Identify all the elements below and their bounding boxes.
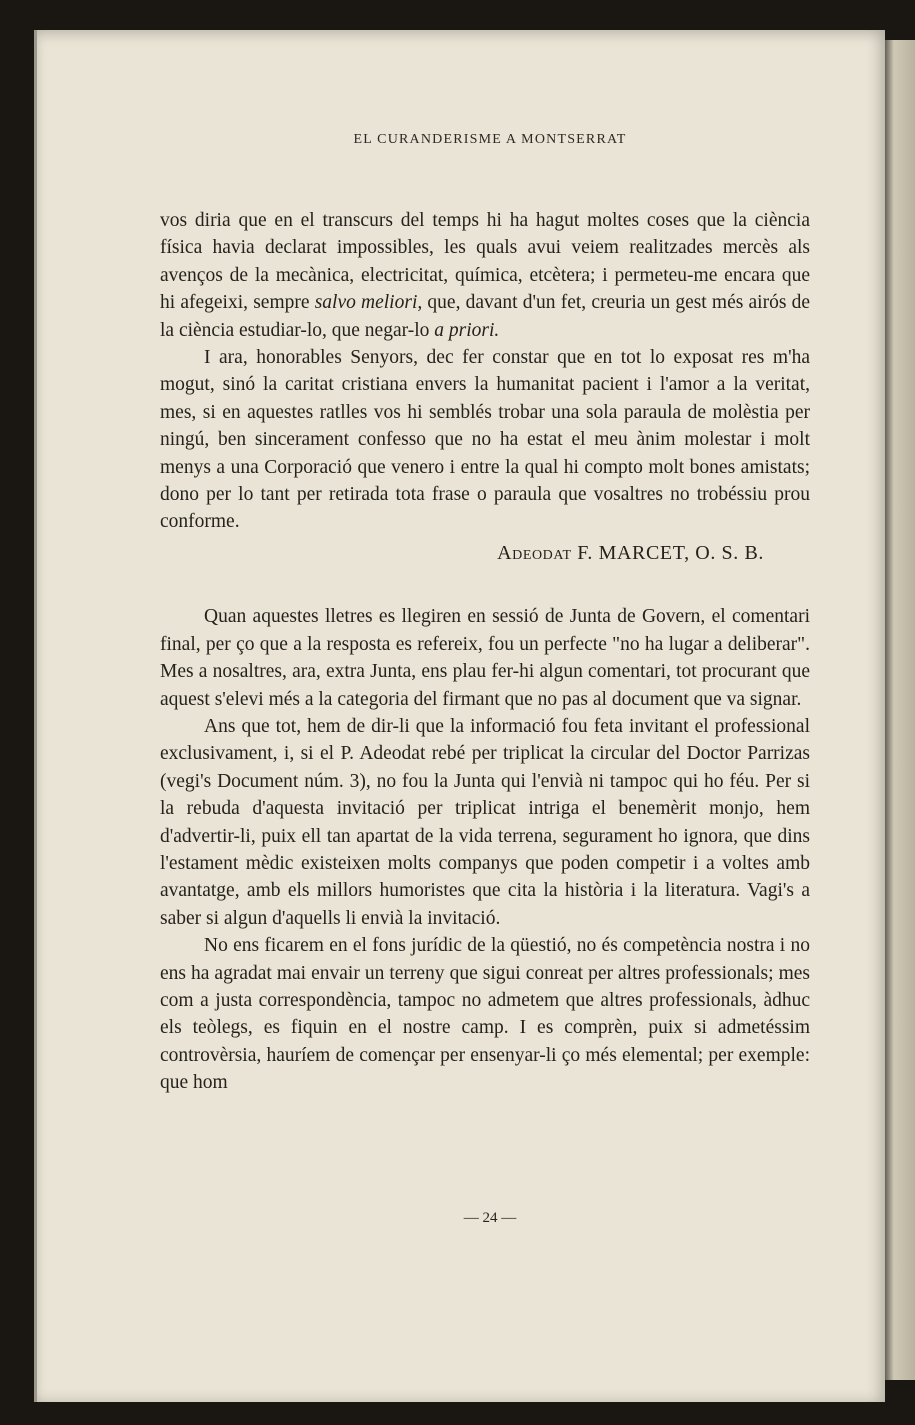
paragraph-3: Quan aquestes lletres es llegiren en sessió de Junta de Govern, el comentari final, per ço que a la resposta es refereix, fou un perfecte "no ha lugar a deliberar". Mes a nosaltres, ara, extra Junta, ens plau fer-hi algun comentari, tot procurant que aquest s'elevi més a la categoria del firmant que no pas al document que va signar. xyxy=(160,606,810,710)
running-header: EL CURANDERISME A MONTSERRAT xyxy=(353,132,627,147)
paragraph-1-italic-2: a priori. xyxy=(434,319,500,341)
paragraph-1 xyxy=(160,207,810,344)
signature-rest: F. MARCET, O. S. B. xyxy=(571,541,764,564)
page-body xyxy=(160,207,810,1097)
paragraph-1-italic-1: salvo meliori, xyxy=(314,292,423,314)
signature-first-name: Adeodat xyxy=(497,541,572,564)
paragraph-1-text-b: que, davant d'un fet, creuria un gest més airós de la ciència estudiar-lo, que negar-lo xyxy=(160,292,810,341)
section-gap xyxy=(160,567,810,603)
paragraph-1-text-a: vos diria que en el transcurs del temps hi ha hagut moltes coses que la ciència física havia declarat impossibles, les quals avui veiem realitzades mercès als avenços de la mecànica, electricitat, química, etcètera; i permeteu-me encara que hi afegeixi, sempre xyxy=(160,210,810,314)
paragraph-2: I ara, honorables Senyors, dec fer constar que en tot lo exposat res m'ha mogut, sinó la caritat cristiana envers la humanitat pacient i l'amor a la veritat, mes, si en aquestes ratlles vos hi semblés trobar una sola paraula de molèstia per ningú, ben sincerament confesso que no ha estat el meu ànim molestar i molt menys a una Corporació que venero i entre la qual hi compto molt bones amistats; dono per lo tant per retirada tota frase o paraula que vosaltres no trobéssiu prou conforme. xyxy=(160,347,810,533)
paragraph-5: No ens ficarem en el fons jurídic de la qüestió, no és competència nostra i no ens ha agradat mai envair un terreny que sigui conreat per altres professionals; mes com a justa correspondència, tampoc no admetem que altres professionals, àdhuc els teòlegs, es fiquin en el nostre camp. I es comprèn, puix si admetéssim controvèrsia, hauríem de començar per ensenyar-li ço més elemental; per exemple: que hom xyxy=(160,935,810,1094)
adjacent-page-edge xyxy=(880,40,915,1380)
page-number: — 24 — xyxy=(463,1210,517,1226)
signature xyxy=(160,540,764,567)
paragraph-4: Ans que tot, hem de dir-li que la informació fou feta invitant el professional exclusivament, i, si el P. Adeodat rebé per triplicat la circular del Doctor Parrizas (vegi's Document núm. 3), no fou la Junta qui l'envià ni tampoc qui ho féu. Per si la rebuda d'aquesta invitació per triplicat intriga el benemèrit monjo, hem d'advertir-li, puix ell tan apartat de la vida terrena, segurament ho ignora, que dins l'estament mèdic existeixen molts companys que poden competir i a voltes amb avantatge, amb els millors humoristes que cita la història i la literatura. Vagi's a saber si algun d'aquells li envià la invitació. xyxy=(160,715,810,929)
